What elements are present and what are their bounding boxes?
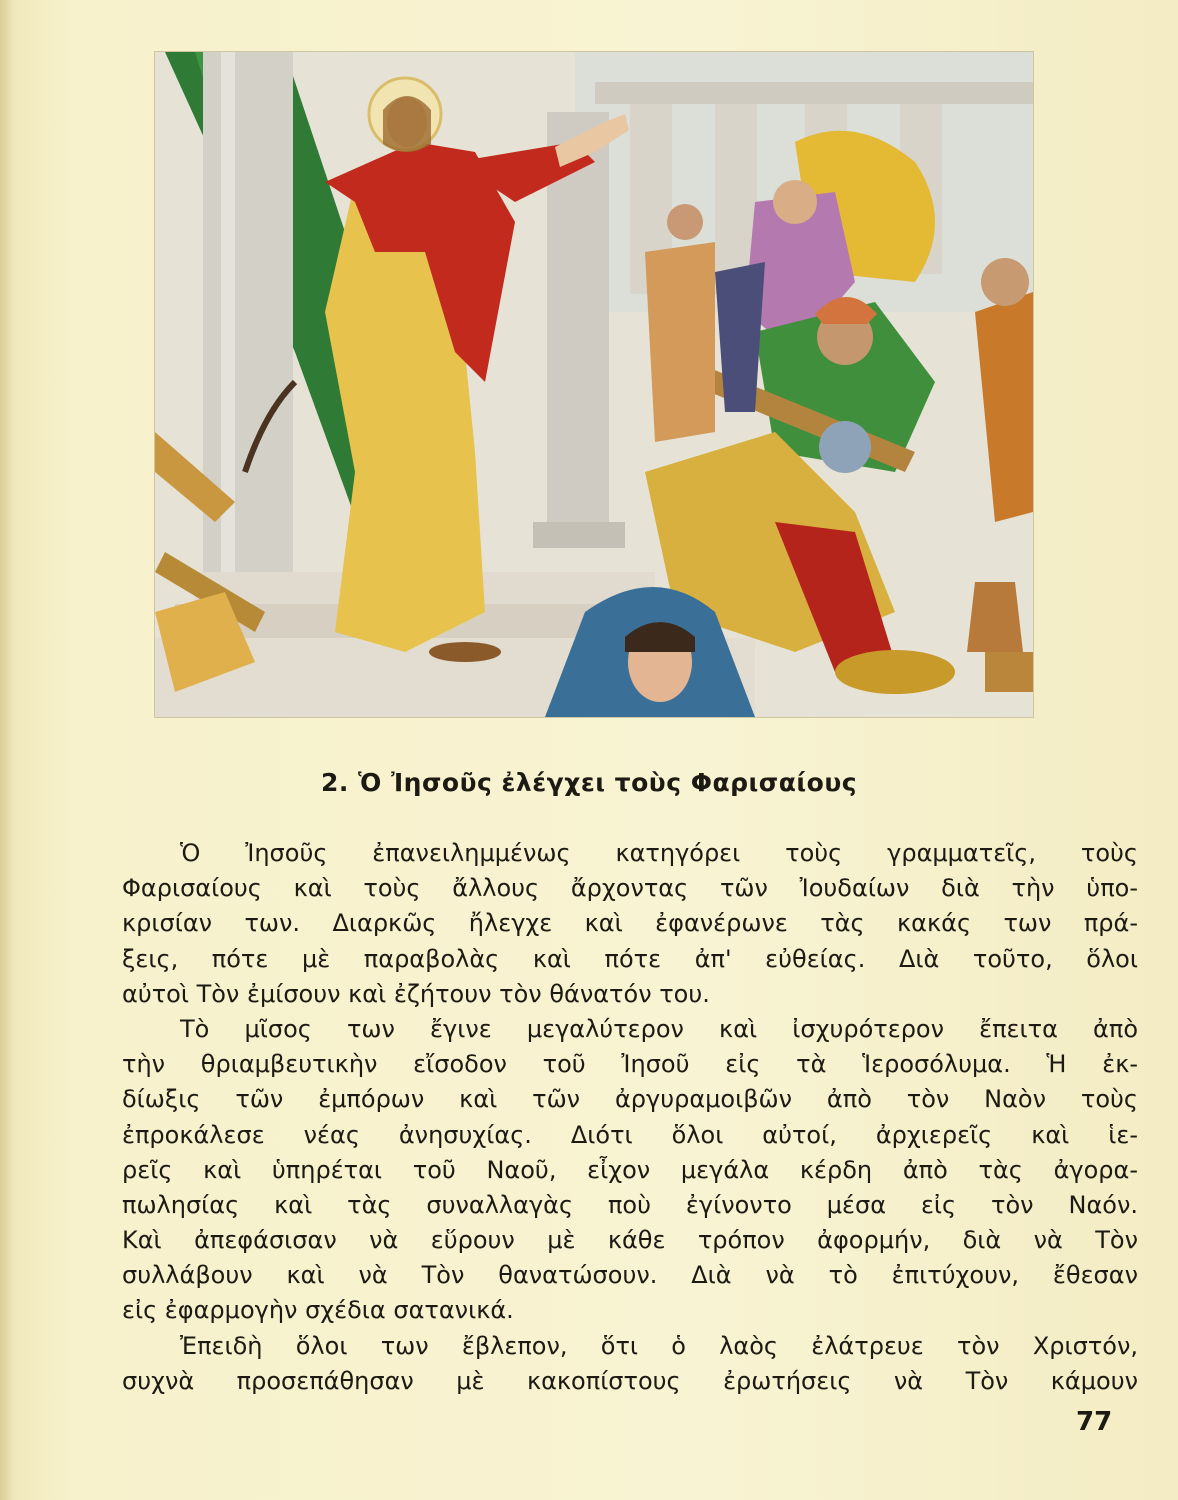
body-text	[122, 836, 1138, 1399]
text-line: Ὁ Ἰησοῦς ἐπανειλημμένως κατηγόρει τοὺς γραμματεῖς, τοὺς	[180, 839, 1138, 867]
illustration-image	[155, 52, 1033, 717]
page-edge-shadow	[0, 0, 14, 1500]
text-line: πωλησίας καὶ τὰς συναλλαγὰς ποὺ ἐγίνοντο μέσα εἰς τὸν Ναόν.	[122, 1190, 1138, 1219]
text-line: ξεις, πότε μὲ παραβολὰς καὶ πότε ἀπ' εὐθείας. Διὰ τοῦτο, ὅλοι	[122, 944, 1138, 973]
section-title: 2. Ὁ Ἰησοῦς ἐλέγχει τοὺς Φαρισαίους	[320, 768, 858, 797]
text-line: Καὶ ἀπεφάσισαν νὰ εὕρουν μὲ κάθε τρόπον ἀφορμήν, διὰ νὰ Τὸν	[122, 1226, 1138, 1255]
text-line: συλλάβουν καὶ νὰ Τὸν θανατώσουν. Διὰ νὰ τὸ ἐπιτύχουν, ἔθεσαν	[122, 1261, 1138, 1290]
text-line: κρισίαν των. Διαρκῶς ἤλεγχε καὶ ἐφανέρωνε τὰς κακάς των πρά-	[122, 909, 1138, 938]
page-number: 77	[1076, 1407, 1113, 1437]
text-line: δίωξις τῶν ἐμπόρων καὶ τῶν ἀργυραμοιβῶν ἀπὸ τὸν Ναὸν τοὺς	[122, 1085, 1138, 1114]
text-line: Φαρισαίους καὶ τοὺς ἄλλους ἄρχοντας τῶν Ἰουδαίων διὰ τὴν ὑπο-	[122, 874, 1138, 903]
text-line: συχνὰ προσεπάθησαν μὲ κακοπίστους ἐρωτήσεις νὰ Τὸν κάμουν	[122, 1366, 1138, 1395]
text-line: Ἐπειδὴ ὅλοι των ἔβλεπον, ὅτι ὁ λαὸς ἐλάτρευε τὸν Χριστόν,	[180, 1331, 1138, 1360]
text-line: ἐπροκάλεσε νέας ἀνησυχίας. Διότι ὅλοι αὐτοί, ἀρχιερεῖς καὶ ἱε-	[122, 1120, 1138, 1149]
text-line: ρεῖς καὶ ὑπηρέται τοῦ Ναοῦ, εἶχον μεγάλα κέρδη ἀπὸ τὰς ἀγορα-	[122, 1155, 1138, 1184]
text-line: τὴν θριαμβευτικὴν εἴσοδον τοῦ Ἰησοῦ εἰς τὰ Ἱεροσόλυμα. Ἡ ἐκ-	[122, 1050, 1138, 1079]
text-line: Τὸ μῖσος των ἔγινε μεγαλύτερον καὶ ἰσχυρότερον ἔπειτα ἀπὸ	[180, 1014, 1138, 1043]
text-line: αὐτοὶ Τὸν ἐμίσουν καὶ ἐζήτουν τὸν θάνατόν του.	[122, 979, 710, 1008]
text-line: εἰς ἐφαρμογὴν σχέδια σατανικά.	[122, 1296, 514, 1325]
